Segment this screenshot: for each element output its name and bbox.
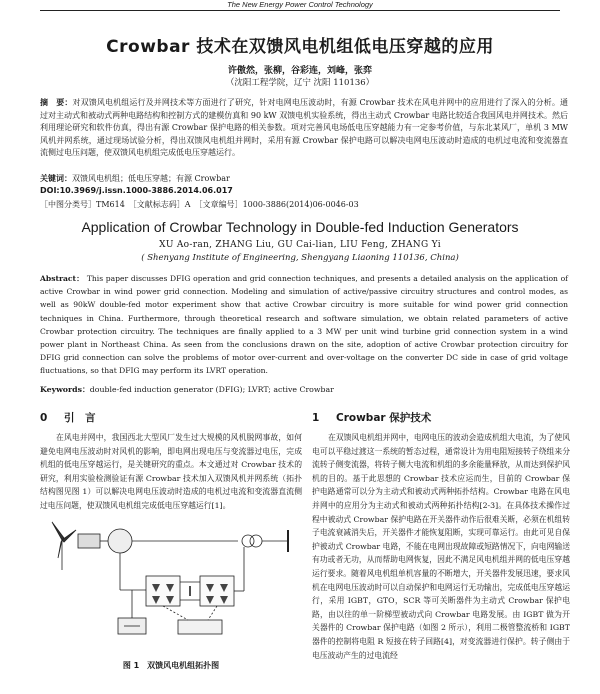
abstract-en: [40, 272, 568, 378]
wind-turbine-icon: [52, 522, 76, 570]
section-0-paragraph: 在风电并网中，我国西北大型风厂发生过大规模的风机脱网事故，如何避免电网电压波动时对风机的影响，即电网出现电压与变流器过电压，完成机组的低电压穿越运行，是关键研究的重点。本文通过对 Crowbar 技术的研究，利用实验检测验证有源 Crowbar 技术加入双馈风机并网系统（拓扑结构图见图 1）可以解决电网电压波动时造成的电机过电流和变流器直流侧过电压问题，使双馈风电机组完成低电压穿越运行[1]。: [40, 433, 302, 510]
paper-title-cn: Crowbar 技术在双馈风电机组低电压穿越的应用: [106, 37, 494, 57]
figure-1-diagram: [48, 500, 298, 650]
keywords-cn-text: 双馈风电机组；低电压穿越；有源 Crowbar: [72, 174, 230, 183]
affiliation-cn: （沈阳工程学院，辽宁 沈阳 110136）: [225, 78, 375, 88]
keywords-cn: [40, 172, 568, 185]
section-1-number: 1: [312, 412, 320, 424]
keywords-cn-label: 关键词：: [40, 173, 72, 183]
doi: DOI:10.3969/j.issn.1000-3886.2014.06.017: [40, 186, 233, 195]
paper-title-en: Application of Crowbar Technology in Double-fed Induction Generators: [81, 219, 519, 235]
rotor-side-converter: [146, 576, 180, 606]
left-column: [40, 410, 302, 513]
section-0-number: 0: [40, 412, 48, 424]
affiliation-en: ( Shenyang Institute of Engineering, Shengyang Liaoning 110136, China): [141, 253, 459, 263]
section-1-paragraph: 在双馈风电机组并网中，电网电压的波动会造成机组大电流，为了使风电可以平稳过渡这一系统的暂态过程，通常设计为用电阻短接转子绕组来分流转子侧变流器，将转子侧大电流和机组的多余能量释放，从而达到保护风机的目的。基于此思想的 Crowbar 技术应运而生，目前的 Crowbar 保护电路通常可以分为主动式和被动式两种拓扑结构。Crowbar 电路在风电并网中的应用分为主动式和被动式两种拓扑结构[2-3]。在具体技术操作过程中被动式 Crowbar 保护电路在开关器件动作后很难关断，必须在机组转子电流衰减消失后，开关器件才能恢复阻断，实现可靠运行。由此可见自保护被动式 Crowbar 电路，不能在电网出现故障或短路情况下，向电网输送有功或者无功，从而帮助电网恢复，因此不满足风电机组并网的低电压穿越运行要求。随着风电机组单机容量的不断增大，开关器件发展迅速，要求风机在电网电压波动时可以自动保护和电网运行无功输出，完成低电压穿越运行，采用 IGBT，GTO，SCR 等可关断器件为主动式 Crowbar 保护电路，由以往的单一阶梯型被动式向 Crowbar 电路发展。由 IGBT 做为开关器件的 Crowbar 保护电路（如图 2 所示），利用二极管整流桥和 IGBT 器件的控制将电阻 R 短接在转子回路[4]，对变流器进行保护。转子侧由于电压波动产生的过电流经: [312, 433, 570, 660]
section-1-heading: [312, 410, 570, 425]
authors-en: XU Ao-ran, ZHANG Liu, GU Cai-lian, LIU Feng, ZHANG Yi: [159, 240, 441, 250]
section-1-title: Crowbar 保护技术: [336, 412, 432, 424]
running-head-text: The New Energy Power Control Technology: [227, 0, 373, 9]
keywords-en-text: double-fed induction generator (DFIG); LVRT; active Crowbar: [89, 385, 334, 394]
abstract-cn: [40, 96, 568, 160]
keywords-en: [40, 384, 568, 396]
abstract-en-label: Abstract：: [40, 274, 85, 283]
keywords-en-label: Keywords：: [40, 385, 90, 394]
gearbox-icon: [78, 534, 100, 548]
classification-info: ［中图分类号］TM614 ［文献标志码］A ［文章编号］1000-3886(2014)06-0046-03: [40, 200, 359, 209]
section-0-title: 引 言: [64, 412, 96, 424]
abstract-cn-text: 对双馈风电机组运行及并网技术等方面进行了研究，针对电网电压波动时，有源 Crowbar 技术在风电并网中的应用进行了深入的分析。通过对主动式和被动式两种电路结构和控制方式的建模仿真和 90 kW 双馈电机实验系统，得出主动式 Crowbar 电路比较适合我国风电并网技术。然后利用理论研究和软件仿真，得出有源 Crowbar 保护电路的相关参数。项对完善风电场低电压穿越能力有一定参考价值，与东北某风厂，单机 3 MW 风机并网系统，通过现场试验分析，得出双馈风电机组并网时，采用有源 Crowbar 保护电路可以解决电网电压波动时造成的电机过电流和变流器直流侧过电压问题，使双馈风电机组完成低电压穿越运行。: [40, 98, 568, 158]
header-rule: [40, 10, 560, 11]
abstract-cn-label: 摘 要：: [40, 97, 73, 107]
figure-1-caption: 图 1 双馈风电机组拓扑图: [122, 661, 220, 670]
grid-side-converter: [200, 576, 234, 606]
authors-cn: 许傲然，张柳，谷彩连，刘峰，张弈: [227, 66, 372, 76]
right-column: [312, 410, 570, 662]
generator-icon: [108, 529, 132, 553]
controller-box: [178, 620, 222, 634]
running-head: [0, 0, 600, 10]
section-0-heading: [40, 410, 302, 425]
abstract-en-text: This paper discusses DFIG operation and grid connection techniques, and presents a detailed analysis on the application of active Crowbar in wind power grid connection. Modeling and simulation of active/passive circuitry structures and control modes, as well as 90kW double-fed motor experiment show that active Crowbar circuitry is more suitable for wind power grid connection techniques in China. Furthermore, through theoretical research and software simulation, we obtain related parameters of active Crowbar protection circuitry. The techniques are finally applied to a 3 MW per unit wind turbine grid connection system in a wind power plant in Northeast China. As seen from the conclusions drawn on the site, adoption of active Crowbar protection circuitry for DFIG grid connection can solve the problems of motor over-current and over-voltage on the converter DC side in case of grid voltage fluctuations, so that DFIG may perform its LVRT operation.: [40, 274, 568, 376]
